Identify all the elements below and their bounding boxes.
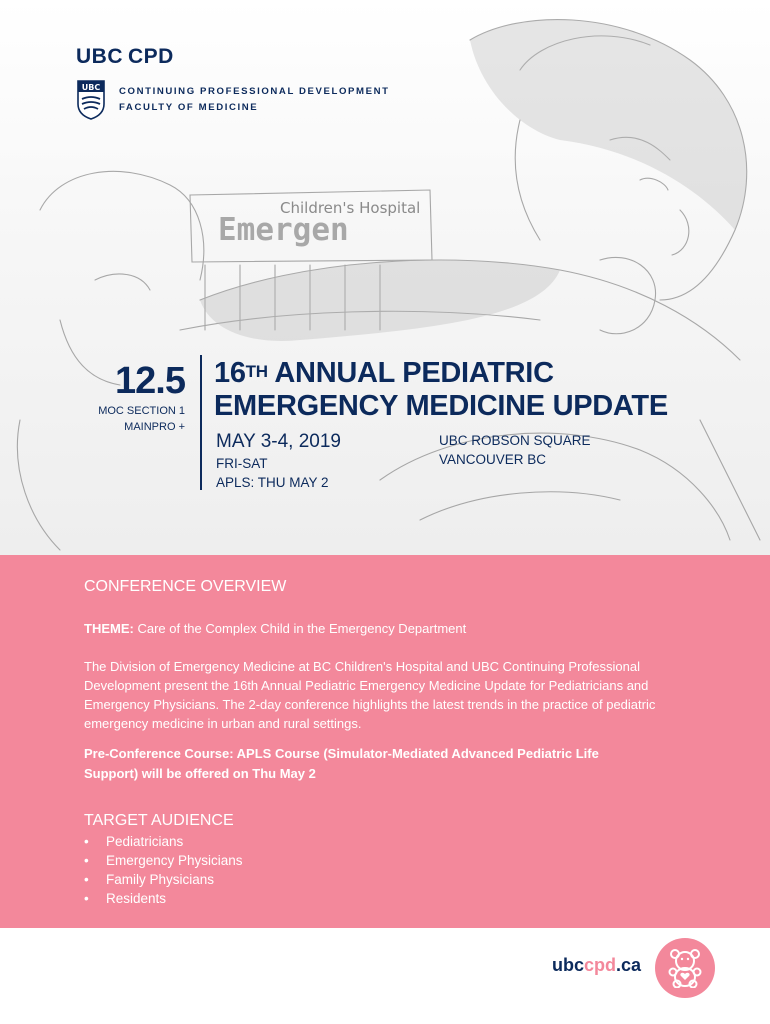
audience-list (84, 832, 243, 908)
list-item: • Residents (84, 889, 243, 908)
event-apls-date: APLS: THU MAY 2 (216, 475, 329, 490)
site-tld: .ca (616, 955, 642, 975)
event-title (214, 357, 668, 423)
list-item: • Pediatricians (84, 832, 243, 851)
brand-logo (76, 45, 174, 69)
list-item: • Emergency Physicians (84, 851, 243, 870)
dept-line-1: CONTINUING PROFESSIONAL DEVELOPMENT (119, 86, 390, 97)
event-days: FRI-SAT (216, 456, 268, 471)
teddy-badge (655, 938, 715, 998)
preconference-note: Pre-Conference Course: APLS Course (Simulator-Mediated Advanced Pediatric Life Support) will be offered on Thu May 2 (84, 746, 599, 781)
site-cpd: cpd (584, 955, 617, 975)
list-item: • Family Physicians (84, 870, 243, 889)
theme-label: THEME: (84, 621, 134, 636)
event-date: MAY 3-4, 2019 (216, 431, 341, 452)
title-line-1: ANNUAL PEDIATRIC (267, 357, 554, 389)
theme-text: Care of the Complex Child in the Emergency Department (133, 621, 467, 636)
overview-heading: CONFERENCE OVERVIEW (84, 578, 287, 595)
overview-section (0, 555, 770, 928)
theme-line (84, 621, 466, 636)
venue-name: UBC ROBSON SQUARE (439, 433, 591, 448)
credits-number: 12.5 (115, 360, 185, 402)
title-line-2: EMERGENCY MEDICINE UPDATE (214, 390, 668, 422)
title-ordinal: TH (245, 362, 268, 381)
brand-cpd: CPD (128, 45, 174, 68)
title-number: 16 (214, 357, 246, 389)
credits-moc: MOC SECTION 1 (98, 405, 185, 417)
site-ubc: ubc (552, 955, 585, 975)
sketch-sign-small: Children's Hospital (280, 199, 421, 217)
svg-text:UBC: UBC (81, 83, 101, 92)
title-divider (200, 355, 202, 490)
brand-ubc: UBC (76, 45, 123, 68)
sketch-sign-large: Emergen (218, 212, 349, 248)
department-name (119, 84, 390, 116)
credits-mainpro: MAINPRO + (124, 421, 185, 433)
ubc-crest-icon (77, 80, 105, 120)
website-link[interactable] (552, 955, 641, 976)
dept-line-2: FACULTY OF MEDICINE (119, 102, 259, 113)
venue-city: VANCOUVER BC (439, 452, 547, 467)
teddy-bear-icon (667, 948, 703, 988)
overview-paragraph: The Division of Emergency Medicine at BC Children's Hospital and UBC Continuing Professional Development present the 16th Annual Pediatric Emergency Medicine Update for Pediatricians and Emergency Physicians. The 2-day conference highlights the latest trends in the practice of pediatric emergency medicine in urban and rural settings. (84, 659, 656, 731)
audience-heading: TARGET AUDIENCE (84, 812, 234, 829)
